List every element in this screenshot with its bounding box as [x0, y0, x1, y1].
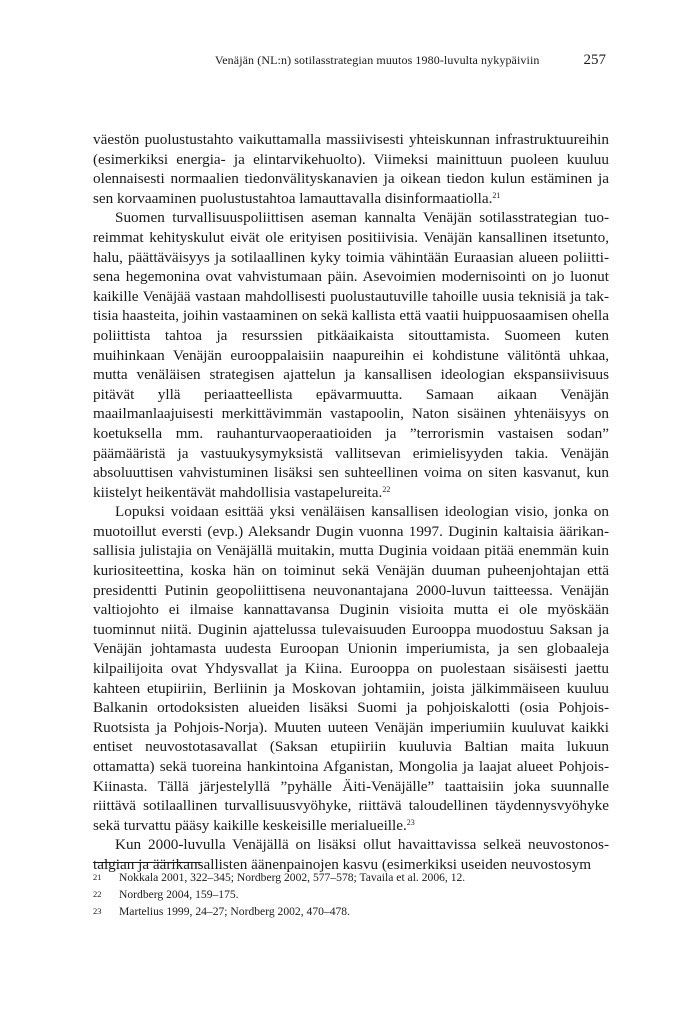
footnote-number: 22 — [93, 889, 102, 899]
footnote-text: Nordberg 2004, 159–175. — [119, 888, 239, 901]
footnote-number: 21 — [93, 872, 102, 882]
running-title: Venäjän (NL:n) sotilasstrategian muutos 1980-luvulta nykypäiviin — [214, 53, 540, 67]
page-number: 257 — [583, 52, 606, 68]
footnote-22 — [93, 886, 609, 903]
footnote-21 — [93, 869, 609, 886]
footnote-23 — [93, 903, 609, 920]
paragraph-1-text: väestön puolustustahto vaikuttamalla massiivisesti yhteiskunnan infrastruktuureihin (esimerkiksi energia- ja elintarvikehuolto). Viimeksi mainittuun puoleen kuuluu olennaisesti normaalien tiedonvälityskanavien ja oikean tiedon kulun estäminen ja sen korvaaminen puolustustahtoa lamauttavalla disinformaatiolla. — [93, 131, 609, 207]
footnotes — [93, 869, 609, 920]
footnote-text: Nokkala 2001, 322–345; Nordberg 2002, 577–578; Tavaila et al. 2006, 12. — [119, 871, 466, 884]
footnote-ref-22: 22 — [382, 484, 391, 494]
footnote-text: Martelius 1999, 24–27; Nordberg 2002, 470–478. — [119, 905, 350, 918]
paragraph-3 — [93, 502, 609, 835]
footnote-ref-21: 21 — [492, 190, 501, 200]
paragraph-4-text: Kun 2000-luvulla Venäjällä on lisäksi ollut havaittavissa selkeä neuvostonostalgian ja äärikansallisten äänenpainojen kasvu (esimerkiksi useiden neuvostosym — [93, 836, 609, 873]
paragraph-1 — [93, 130, 609, 208]
paragraph-2-text: Suomen turvallisuuspoliittisen aseman kannalta Venäjän sotilasstrategian tuoreimmat kehityskulut eivät ole erityisen positiivisia. Venäjän kansallinen itsetunto, halu, päättäväisyys ja sotilaallinen kyky toimia vähintään Euraasian alueen poliittisena hegemonina ovat vahvistumaan päin. Asevoimien modernisointi on jo luonut kaikille Venäjää vastaan mahdollisesti puolustautuville tahoille uusia teknisiä ja taktisia haasteita, joihin vastaaminen on sekä kallista että vaatii huippuosaamisen ohella poliittista tahtoa ja resurssien pitkäaikaista sitouttamista. Suomeen kuten muihinkaan Venäjän eurooppalaisiin naapureihin ei kohdistune välitöntä uhkaa, mutta venäläisen strategisen ajattelun ja kansallisen ideologian ekspansiivisuus pitävät yllä periaatteellista epävarmuutta. Samaan aikaan Venäjän maailmanlaajuisesti merkittävimmän vastapoolin, Naton sisäinen yhtenäisyys on koetuksella mm. rauhanturvaoperaatioiden ja ”terrorismin vastaisen sodan” päämääristä ja vastuukysymyksistä vallitsevan erimielisyyden takia. Venäjän absoluuttisen vahvistuminen lisäksi sen suhteellinen voima on siten kasvanut, kun kiistelyt heikentävät mahdollisia vastapelureita. — [93, 209, 609, 501]
body-text — [93, 130, 609, 875]
footnote-ref-23: 23 — [406, 817, 415, 827]
footnote-number: 23 — [93, 906, 102, 916]
footnote-divider — [93, 862, 201, 863]
paragraph-2 — [93, 208, 609, 502]
running-header — [93, 52, 606, 76]
paragraph-3-text: Lopuksi voidaan esittää yksi venäläisen kansallisen ideologian visio, jonka on muotoillut eversti (evp.) Aleksandr Dugin vuonna 1997. Duginin kaltaisia äärikansallisia julistajia on Venäjällä muitakin, mutta Duginia voidaan pitää enemmän kuin kuriositeettina, koska hän on toiminut sekä Venäjän duuman puheenjohtajan että presidentti Putinin geopoliittisena neuvonantajana 2000-luvun taitteessa. Venäjän valtiojohto ei ilmaise kannattavansa Duginin visioita mutta ei ole myöskään tuominnut niitä. Duginin ajattelussa tulevaisuuden Eurooppa muodostuu Saksan ja Venäjän johtamasta uudesta Euroopan Unionin imperiumista, ja sen globaaleja kilpailijoita ovat Yhdysvallat ja Kiina. Eurooppa on puolestaan sisäisesti jaettu kahteen etupiiriin, Berliinin ja Moskovan johtamiin, joista jälkimmäiseen kuuluu Balkanin ortodoksisten alueiden lisäksi Suomi ja pohjoiskalotti (osia Pohjois-Ruotsista ja Pohjois-Norja). Muuten uuteen Venäjän imperiumiin kuuluvat kaikki entiset neuvostotasavallat (Saksan etupiiriin kuuluvia Baltian maita lukuun ottamatta) sekä tuoreina hankintoina Afganistan, Mongolia ja laajat alueet Pohjois-Kiinasta. Tällä järjestelyllä ”pyhälle Äiti-Venäjälle” taattaisiin joka suunnalle riittävä sotilaallinen turvallisuusvyöhyke, riittävä taloudellinen täydennysvyöhyke sekä turvattu pääsy kaikille keskeisille merialueille. — [93, 503, 609, 834]
